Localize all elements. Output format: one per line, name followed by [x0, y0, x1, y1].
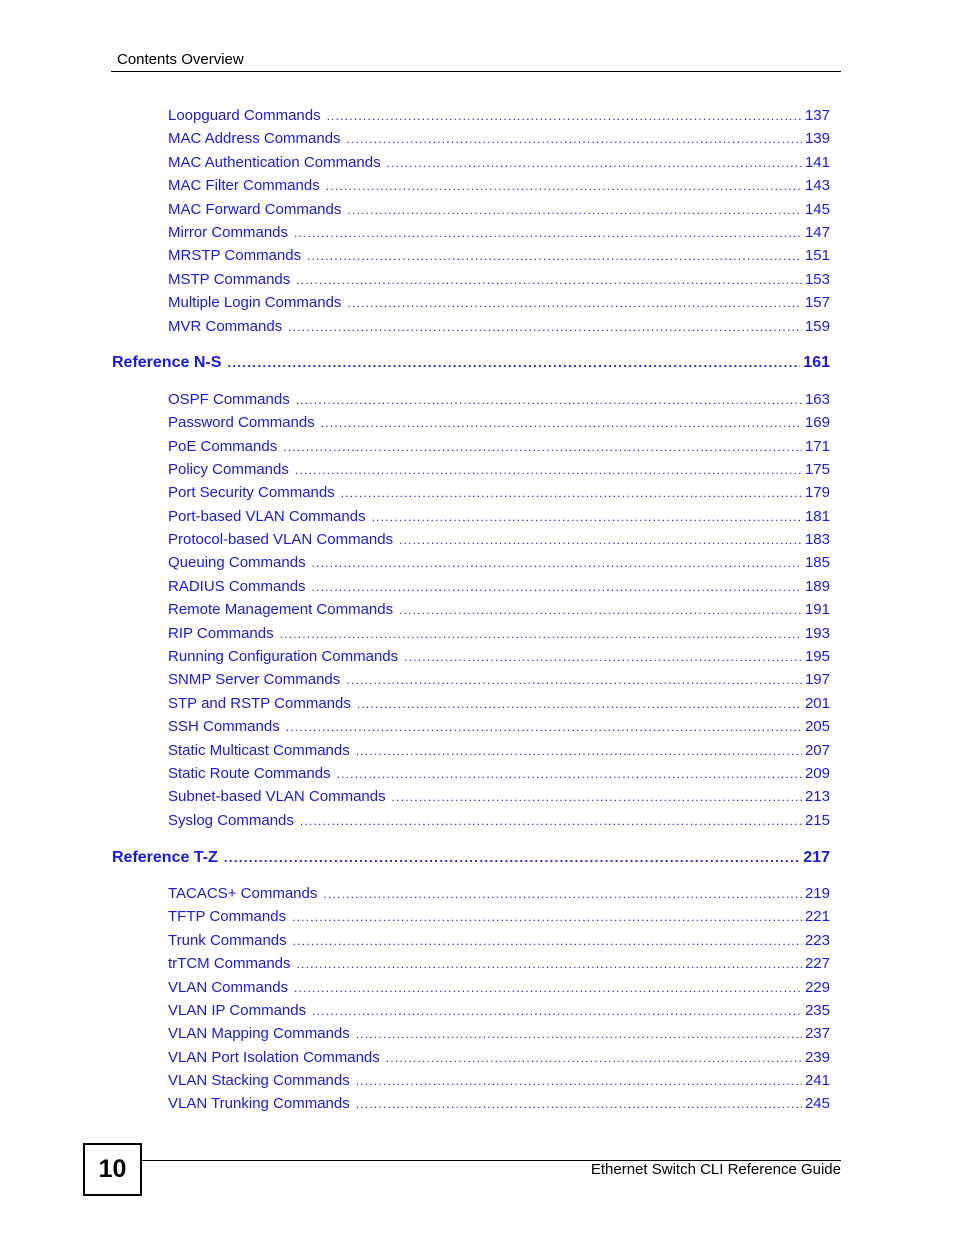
toc-entry-page[interactable]: 245: [804, 1095, 830, 1112]
toc-entry-page[interactable]: 163: [804, 391, 830, 408]
toc-entry-page[interactable]: 193: [804, 625, 830, 642]
dot-leader: [356, 741, 802, 761]
dot-leader: [224, 848, 800, 868]
toc-entry-page[interactable]: 223: [804, 932, 830, 949]
toc-entry[interactable]: [168, 200, 830, 220]
dot-leader: [357, 694, 802, 714]
toc-entry-label[interactable]: MAC Address Commands: [168, 130, 341, 147]
dot-leader: [296, 270, 802, 290]
toc-entry-label[interactable]: Running Configuration Commands: [168, 648, 399, 665]
toc-entry-label[interactable]: Static Multicast Commands: [168, 742, 350, 759]
toc-entry-page[interactable]: 221: [804, 908, 830, 925]
toc-entry[interactable]: [168, 1094, 830, 1114]
toc-entry-page[interactable]: 213: [804, 788, 830, 805]
toc-entry-page[interactable]: 169: [804, 414, 830, 431]
dot-leader: [356, 1024, 802, 1044]
toc-entry[interactable]: [168, 106, 830, 126]
dot-leader: [326, 176, 802, 196]
toc-section-entry[interactable]: [112, 353, 830, 373]
toc-entry-label[interactable]: RADIUS Commands: [168, 578, 306, 595]
toc-entry-page[interactable]: 235: [804, 1002, 830, 1019]
toc-section-entry[interactable]: [112, 848, 830, 868]
toc-entry-label[interactable]: Queuing Commands: [168, 554, 306, 571]
page-number: 10: [83, 1143, 142, 1196]
toc-entry-label[interactable]: MAC Filter Commands: [168, 177, 320, 194]
dot-leader: [288, 317, 802, 337]
toc-entry-page[interactable]: 205: [804, 718, 830, 735]
dot-leader: [286, 717, 802, 737]
toc-entry[interactable]: [168, 670, 830, 690]
toc-entry-label[interactable]: Trunk Commands: [168, 932, 287, 949]
toc-entry-page[interactable]: 153: [804, 271, 830, 288]
toc-entry-label[interactable]: Password Commands: [168, 414, 315, 431]
dot-leader: [323, 884, 802, 904]
toc-entry-label[interactable]: TFTP Commands: [168, 908, 287, 925]
toc-entry-page[interactable]: 159: [804, 318, 830, 335]
toc-entry[interactable]: [168, 129, 830, 149]
toc-entry-page[interactable]: 207: [804, 742, 830, 759]
toc-entry-page[interactable]: 191: [804, 601, 830, 618]
toc-entry[interactable]: [168, 483, 830, 503]
toc-entry[interactable]: [168, 1071, 830, 1091]
toc-entry-page[interactable]: 195: [804, 648, 830, 665]
dot-leader: [347, 200, 802, 220]
dot-leader: [293, 931, 802, 951]
toc-entry-page[interactable]: 147: [804, 224, 830, 241]
toc-entry-label[interactable]: Port-based VLAN Commands: [168, 508, 366, 525]
toc-entry-label[interactable]: STP and RSTP Commands: [168, 695, 351, 712]
toc-entry-page[interactable]: 183: [804, 531, 830, 548]
toc-entry-page[interactable]: 219: [804, 885, 830, 902]
toc-entry[interactable]: [168, 176, 830, 196]
toc-entry-page[interactable]: 141: [804, 154, 830, 171]
toc-entry-page[interactable]: 217: [803, 849, 830, 866]
dot-leader: [312, 577, 802, 597]
toc-entry[interactable]: [168, 787, 830, 807]
toc-entry-page[interactable]: 215: [804, 812, 830, 829]
dot-leader: [399, 600, 802, 620]
dot-leader: [346, 670, 802, 690]
toc-entry-label[interactable]: Policy Commands: [168, 461, 289, 478]
toc-entry-label[interactable]: trTCM Commands: [168, 955, 291, 972]
toc-entry-page[interactable]: 143: [804, 177, 830, 194]
toc-entry[interactable]: [168, 460, 830, 480]
toc-entry-label[interactable]: MAC Forward Commands: [168, 201, 342, 218]
toc-entry-label[interactable]: VLAN Stacking Commands: [168, 1072, 350, 1089]
toc-entry-label[interactable]: Reference N-S: [112, 354, 222, 371]
dot-leader: [295, 460, 802, 480]
dot-leader: [307, 246, 802, 266]
guide-title: Ethernet Switch CLI Reference Guide: [590, 1161, 841, 1178]
dot-leader: [312, 1001, 802, 1021]
toc-entry[interactable]: [168, 954, 830, 974]
toc-entry[interactable]: [168, 413, 830, 433]
toc-entry[interactable]: [168, 577, 830, 597]
dot-leader: [392, 787, 802, 807]
dot-leader: [283, 437, 802, 457]
toc-entry-label[interactable]: MSTP Commands: [168, 271, 291, 288]
toc-entry-page[interactable]: 145: [804, 201, 830, 218]
toc-entry[interactable]: [168, 390, 830, 410]
toc-entry[interactable]: [168, 978, 830, 998]
toc-entry[interactable]: [168, 884, 830, 904]
dot-leader: [280, 624, 802, 644]
dot-leader: [294, 978, 802, 998]
toc-entry-label[interactable]: Port Security Commands: [168, 484, 335, 501]
toc-entry-label[interactable]: VLAN Mapping Commands: [168, 1025, 350, 1042]
toc-entry[interactable]: [168, 530, 830, 550]
dot-leader: [337, 764, 802, 784]
toc-entry-page[interactable]: 229: [804, 979, 830, 996]
toc-entry-label[interactable]: Protocol-based VLAN Commands: [168, 531, 394, 548]
dot-leader: [227, 353, 800, 373]
toc-entry[interactable]: [168, 507, 830, 527]
header-rule: [111, 71, 841, 72]
dot-leader: [297, 954, 802, 974]
toc-entry[interactable]: [168, 647, 830, 667]
toc-entry[interactable]: [168, 600, 830, 620]
toc-entry-label[interactable]: Static Route Commands: [168, 765, 331, 782]
toc-entry[interactable]: [168, 907, 830, 927]
toc-entry-page[interactable]: 139: [804, 130, 830, 147]
dot-leader: [292, 907, 802, 927]
toc-entry[interactable]: [168, 553, 830, 573]
toc-entry-label[interactable]: Subnet-based VLAN Commands: [168, 788, 386, 805]
dot-leader: [347, 293, 802, 313]
toc-entry[interactable]: [168, 1024, 830, 1044]
toc-entry-page[interactable]: 171: [804, 438, 830, 455]
toc-entry-label[interactable]: VLAN Trunking Commands: [168, 1095, 350, 1112]
toc-entry[interactable]: [168, 293, 830, 313]
toc-entry[interactable]: [168, 246, 830, 266]
toc-entry-page[interactable]: 137: [804, 107, 830, 124]
toc-entry[interactable]: [168, 694, 830, 714]
toc-entry[interactable]: [168, 741, 830, 761]
toc-entry[interactable]: [168, 270, 830, 290]
toc-entry[interactable]: [168, 223, 830, 243]
toc-entry-label[interactable]: PoE Commands: [168, 438, 278, 455]
toc-entry-label[interactable]: MAC Authentication Commands: [168, 154, 381, 171]
toc-entry-label[interactable]: Mirror Commands: [168, 224, 289, 241]
toc-entry[interactable]: [168, 624, 830, 644]
toc-entry-label[interactable]: SSH Commands: [168, 718, 280, 735]
dot-leader: [387, 153, 802, 173]
toc-entry-page[interactable]: 175: [804, 461, 830, 478]
dot-leader: [404, 647, 802, 667]
toc-entry-label[interactable]: Loopguard Commands: [168, 107, 321, 124]
toc-entry-label[interactable]: VLAN IP Commands: [168, 1002, 307, 1019]
header-title: Contents Overview: [117, 51, 244, 68]
toc-entry[interactable]: [168, 1001, 830, 1021]
toc-entry-page[interactable]: 181: [804, 508, 830, 525]
dot-leader: [312, 553, 802, 573]
dot-leader: [356, 1094, 802, 1114]
toc-entry-label[interactable]: RIP Commands: [168, 625, 274, 642]
dot-leader: [327, 106, 802, 126]
toc-entry[interactable]: [168, 811, 830, 831]
toc-entry-page[interactable]: 157: [804, 294, 830, 311]
toc-entry-page[interactable]: 179: [804, 484, 830, 501]
toc-entry-label[interactable]: VLAN Commands: [168, 979, 289, 996]
toc-entry-page[interactable]: 151: [804, 247, 830, 264]
toc-entry-page[interactable]: 227: [804, 955, 830, 972]
toc-entry[interactable]: [168, 931, 830, 951]
dot-leader: [356, 1071, 802, 1091]
toc-entry-page[interactable]: 237: [804, 1025, 830, 1042]
toc-entry[interactable]: [168, 1048, 830, 1068]
toc-entry-label[interactable]: MRSTP Commands: [168, 247, 302, 264]
toc-entry-label[interactable]: Syslog Commands: [168, 812, 294, 829]
toc-entry-label[interactable]: TACACS+ Commands: [168, 885, 318, 902]
toc-entry-label[interactable]: Reference T-Z: [112, 849, 218, 866]
dot-leader: [347, 129, 802, 149]
toc-entry-page[interactable]: 161: [803, 354, 830, 371]
dot-leader: [296, 390, 802, 410]
dot-leader: [321, 413, 802, 433]
toc-entry[interactable]: [168, 717, 830, 737]
toc-entry-page[interactable]: 189: [804, 578, 830, 595]
toc-entry-label[interactable]: MVR Commands: [168, 318, 283, 335]
toc-entry-label[interactable]: OSPF Commands: [168, 391, 290, 408]
toc-entry[interactable]: [168, 437, 830, 457]
dot-leader: [386, 1048, 802, 1068]
toc-entry[interactable]: [168, 153, 830, 173]
toc-entry-label[interactable]: VLAN Port Isolation Commands: [168, 1049, 380, 1066]
dot-leader: [294, 223, 802, 243]
toc-entry-page[interactable]: 209: [804, 765, 830, 782]
toc-entry-label[interactable]: Remote Management Commands: [168, 601, 394, 618]
toc-entry-page[interactable]: 241: [804, 1072, 830, 1089]
toc-entry[interactable]: [168, 317, 830, 337]
toc-entry-page[interactable]: 197: [804, 671, 830, 688]
dot-leader: [341, 483, 802, 503]
toc-entry-page[interactable]: 239: [804, 1049, 830, 1066]
dot-leader: [372, 507, 802, 527]
dot-leader: [399, 530, 802, 550]
toc-entry-label[interactable]: Multiple Login Commands: [168, 294, 342, 311]
toc-entry-label[interactable]: SNMP Server Commands: [168, 671, 341, 688]
dot-leader: [300, 811, 802, 831]
toc-entry-page[interactable]: 185: [804, 554, 830, 571]
toc-entry[interactable]: [168, 764, 830, 784]
toc-entry-page[interactable]: 201: [804, 695, 830, 712]
